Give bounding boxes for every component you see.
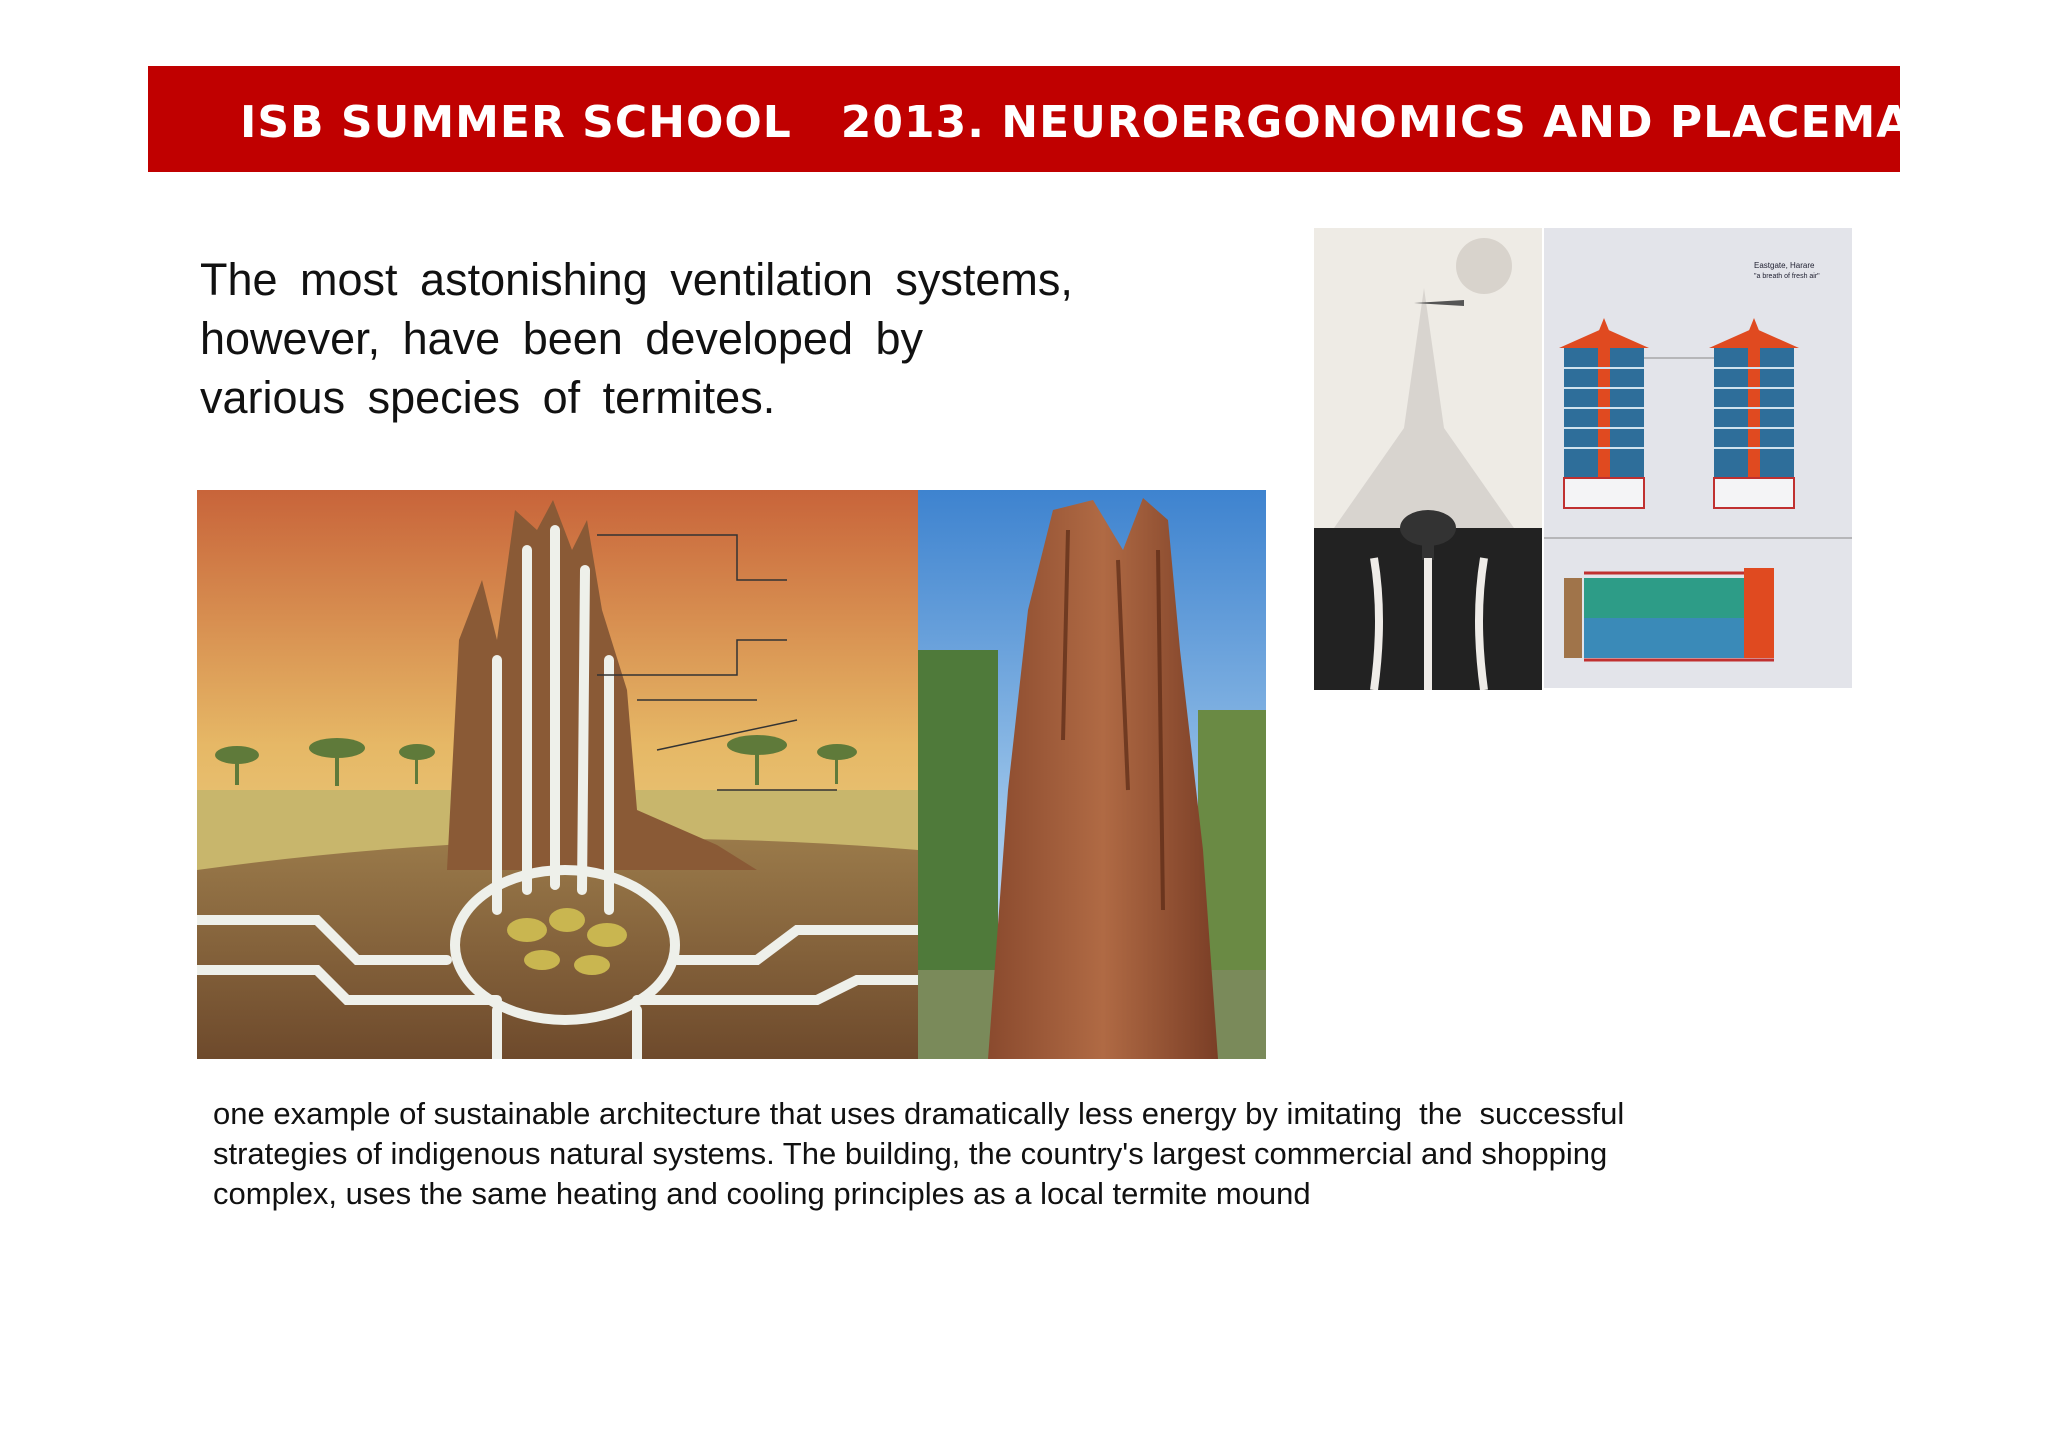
caption-line: one example of sustainable architecture that uses dramatically less energy by imitating the successful (213, 1096, 1625, 1131)
caption-text (213, 1094, 1853, 1214)
building-diagram-label: "a breath of fresh air" (1754, 273, 1820, 280)
intro-line: however, have been developed by (200, 313, 924, 364)
mound-airflow-diagram (1314, 228, 1542, 690)
slide-title: ISB SUMMER SCHOOL 2013. NEUROERGONOMICS AND PLACEMAKING (240, 97, 2039, 148)
caption-line: complex, uses the same heating and cooling principles as a local termite mound (213, 1176, 1311, 1211)
caption-line: strategies of indigenous natural systems. The building, the country's largest commercial and shopping (213, 1136, 1608, 1171)
eastgate-building-ventilation-diagram (1544, 228, 1852, 688)
intro-line: various species of termites. (200, 372, 776, 423)
intro-text (200, 250, 1180, 427)
termite-mound-photo (918, 490, 1266, 1059)
building-diagram-label: Eastgate, Harare (1754, 261, 1815, 270)
intro-line: The most astonishing ventilation systems, (200, 254, 1073, 305)
header-banner (148, 66, 2039, 172)
termite-mound-cross-section-illustration (197, 490, 918, 1059)
